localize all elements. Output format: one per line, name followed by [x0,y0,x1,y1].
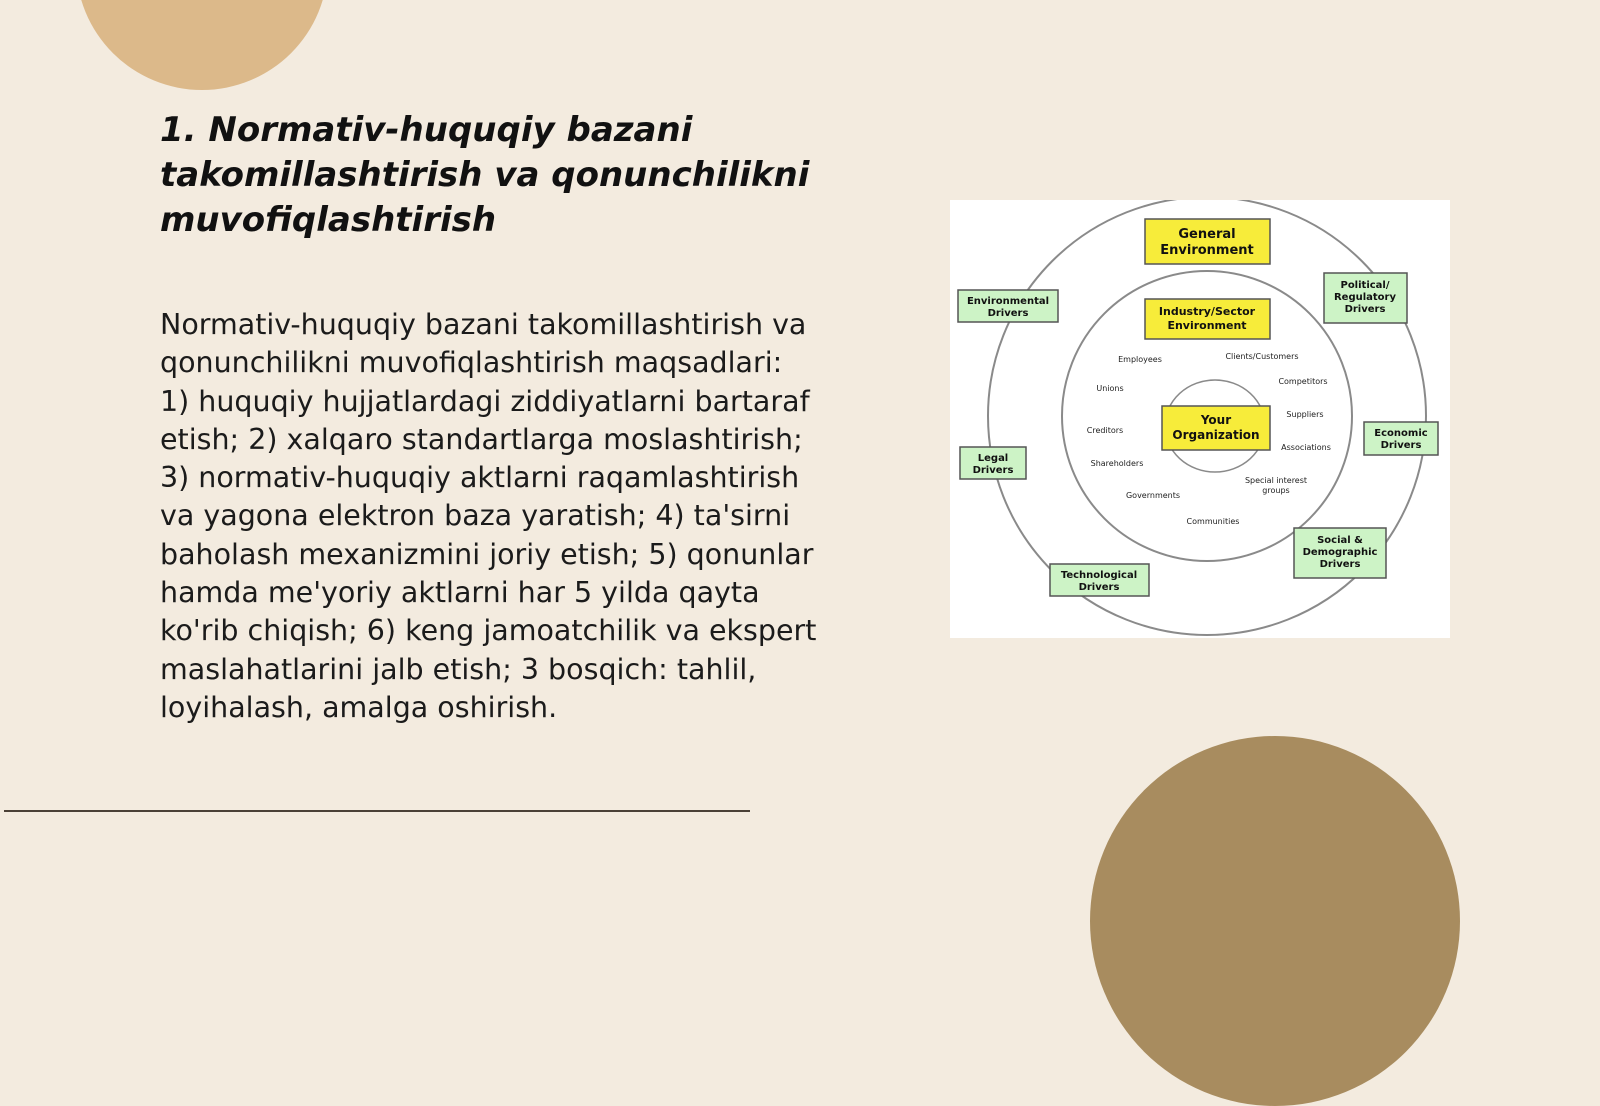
general-environment-line1: General [1178,227,1236,242]
political-drivers-line1: Political/ [1340,280,1390,291]
slide-body-text: Normativ-huquqiy bazani takomillashtirish va qonunchilikni muvofiqlashtirish maqsadlari: 1) huquqiy hujjatlardagi ziddiyatlarni bartaraf etish; 2) xalqaro standartlarga moslashtirish; 3) normativ-huquqiy aktlarni raqamlashtirish va yagona elektron baza yaratish; 4) ta'sirni baholash mexanizmini joriy etish; 5) qonunlar hamda me'yoriy aktlarni har 5 yilda qayta ko'rib chiqish; 6) keng jamoatchilik va ekspert maslahatlarini jalb etish; 3 bosqich: tahlil, loyihalash, amalga oshirish. [160,308,817,724]
label-communities: Communities [1186,517,1240,526]
technological-drivers-line1: Technological [1060,570,1138,581]
divider-line [4,810,750,812]
environment-diagram [950,200,1450,638]
decorative-circle-bottom [1090,736,1460,1106]
industry-environment-line1: Industry/Sector [1158,305,1256,318]
social-drivers-box [1294,528,1386,578]
technological-drivers-box [1050,564,1149,596]
general-environment-line2: Environment [1160,243,1254,258]
political-drivers-line3: Drivers [1344,304,1386,315]
environmental-drivers-box [958,290,1058,322]
industry-environment-box [1145,299,1270,339]
environmental-drivers-line1: Environmental [966,296,1050,307]
political-drivers-line2: Regulatory [1333,292,1397,303]
label-shareholders: Shareholders [1090,459,1144,468]
environmental-drivers-line2: Drivers [987,308,1029,319]
label-suppliers: Suppliers [1286,410,1324,419]
technological-drivers-line2: Drivers [1078,582,1120,593]
label-associations: Associations [1281,443,1331,452]
legal-drivers-box [960,447,1026,479]
social-drivers-line2: Demographic [1302,547,1378,558]
economic-drivers-box [1364,422,1438,455]
environment-diagram-svg [950,200,1450,638]
social-drivers-line1: Social & [1317,535,1363,546]
economic-drivers-line1: Economic [1374,428,1428,439]
label-special-interest-line2: groups [1262,486,1290,495]
label-special-interest-line1: Special interest [1244,476,1308,485]
slide-title: 1. Normativ-huquqiy bazani takomillashtirish va qonunchilikni muvofiqlashtirish [160,110,810,240]
economic-drivers-line2: Drivers [1380,440,1422,451]
label-employees: Employees [1118,355,1162,364]
social-drivers-line3: Drivers [1319,559,1361,570]
industry-environment-line2: Environment [1167,319,1247,332]
label-competitors: Competitors [1278,377,1328,386]
label-unions: Unions [1096,384,1124,393]
general-environment-box [1145,219,1270,264]
your-organization-line2: Organization [1172,428,1260,442]
your-organization-box [1162,406,1270,450]
label-clients-customers: Clients/Customers [1225,352,1299,361]
legal-drivers-line2: Drivers [972,465,1014,476]
label-creditors: Creditors [1086,426,1124,435]
political-drivers-box [1324,273,1407,323]
label-governments: Governments [1125,491,1181,500]
your-organization-line1: Your [1200,413,1232,427]
legal-drivers-line1: Legal [977,453,1009,464]
decorative-circle-top [76,0,328,90]
